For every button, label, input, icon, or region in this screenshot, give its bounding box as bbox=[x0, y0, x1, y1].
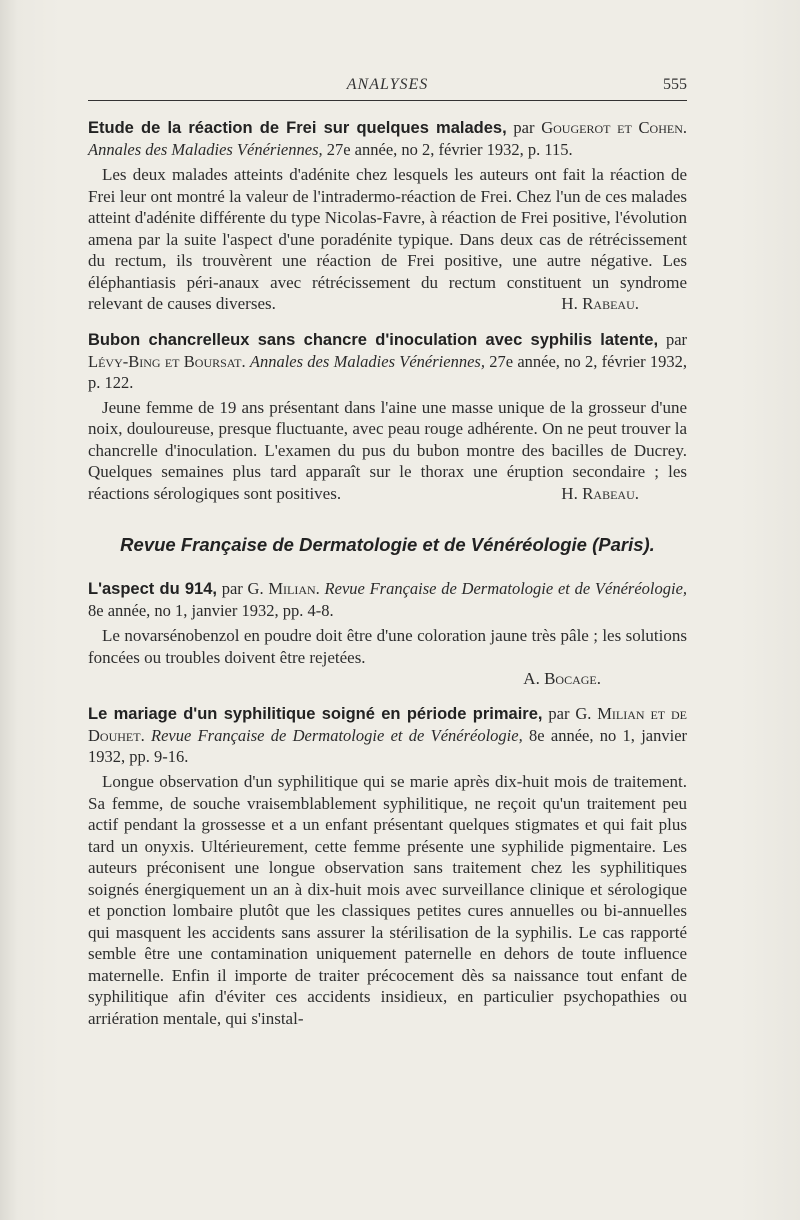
abstract-text: Les deux malades atteints d'adénite chez lesquels les auteurs ont fait la réaction de Frei leur ont montré la valeur de l'intradermo-réaction de Frei. Chez l'un de ces malades atteint d'adénite différente du type Nicolas-Favre, à réaction de Frei positive, l'évolution amena par la suite l'aspect d'une poradénite typique. Dans deux cas de rétrécissement du rectum, ils trouvèrent une réaction de Frei positive, une autre négative. Les éléphantiasis péri-anaux avec rétrécissement du rectum constituent un syndrome relevant de causes diverses. bbox=[88, 165, 687, 313]
page-content bbox=[88, 117, 687, 1043]
authors-prefix: par bbox=[513, 118, 535, 137]
abstract-entry bbox=[88, 329, 687, 505]
abstract-body bbox=[88, 397, 687, 505]
authors: G. Milian. bbox=[247, 579, 320, 598]
reviewer-signature: H. Rabeau. bbox=[561, 294, 639, 313]
journal-name: Revue Française de Dermatologie et de Vénéréologie, bbox=[151, 726, 523, 745]
authors: Gougerot et Cohen. bbox=[541, 118, 687, 137]
journal-details: 27e année, no 2, février 1932, p. 115. bbox=[326, 140, 573, 159]
reference-line bbox=[88, 329, 687, 393]
authors-prefix: par bbox=[548, 704, 570, 723]
reviewer-signature-line bbox=[88, 668, 687, 689]
authors: G. Milian et de Douhet. bbox=[88, 704, 688, 745]
abstract-entry bbox=[88, 703, 687, 1029]
abstract-entry bbox=[88, 117, 687, 315]
reference-line bbox=[88, 578, 687, 621]
article-title: Etude de la réaction de Frei sur quelques malades, bbox=[88, 119, 507, 137]
abstract-text: Jeune femme de 19 ans présentant dans l'aine une masse unique de la grosseur d'une noix, douloureuse, presque fluctuante, avec peau rouge adhérente. On ne peut trouver la chancrelle d'inoculation. L'examen du pus du bubon montre des bacilles de Ducrey. Quelques semaines plus tard apparaît sur le thorax une éruption secondaire ; les réactions sérologiques sont positives. bbox=[88, 397, 687, 503]
journal-name: Annales des Maladies Vénériennes, bbox=[249, 351, 485, 371]
journal-details: 27e année, no 2, février 1932, p. 122. bbox=[88, 351, 688, 392]
authors-prefix: par bbox=[221, 579, 243, 598]
abstract-body: Longue observation d'un syphilitique qui se marie après dix-huit mois de traitement. Sa femme, de souche vraisemblablement syphilitique, ne reçoit qu'un traitement peu actif pendant la grossesse et a un enfant présentant quelques stigmates et qui fait plus tard un onyxis. Ultérieurement, cette femme présente une syphilide pigmentaire. Les auteurs préconisent une longue observation sans traitement chez les syphilitiques soignés énergiquement un an à dix-huit mois avec surveillance clinique et sérologique et ponction lombaire plutôt que les classiques petites cures annuelles ou bi-annuelles qui masquent les accidents sans assurer la stérilisation de la syphilis. Le cas rapporté semble être une contamination uniquement paternelle en dehors de toute influence maternelle. Enfin il importe de traiter précocement dès sa naissance tout enfant de syphilitique afin d'éviter ces accidents insidieux, en particulier psychopathies ou arriération mentale, qui s'instal- bbox=[88, 772, 687, 1028]
reference-line bbox=[88, 703, 687, 767]
running-title: ANALYSES bbox=[346, 76, 429, 93]
page-number: 555 bbox=[663, 76, 687, 93]
article-title: Bubon chancrelleux sans chancre d'inoculation avec syphilis latente, bbox=[88, 330, 659, 349]
journal-details: 8e année, no 1, janvier 1932, pp. 9-16. bbox=[88, 726, 688, 766]
authors-prefix: par bbox=[665, 329, 688, 349]
authors: Lévy-Bing et Boursat. bbox=[88, 351, 246, 371]
reviewer-signature: H. Rabeau. bbox=[561, 483, 639, 503]
journal-name: Revue Française de Dermatologie et de Vénéréologie, bbox=[324, 579, 688, 598]
reference-line bbox=[88, 117, 687, 160]
section-heading: Revue Française de Dermatologie et de Vénéréologie (Paris). bbox=[120, 534, 655, 555]
article-title: L'aspect du 914, bbox=[88, 580, 217, 598]
reviewer-signature: A. Bocage. bbox=[523, 669, 601, 688]
page-header bbox=[88, 76, 687, 101]
journal-details: 8e année, no 1, janvier 1932, pp. 4-8. bbox=[88, 601, 334, 620]
journal-name: Annales des Maladies Vénériennes, bbox=[88, 140, 323, 159]
abstract-body bbox=[88, 164, 687, 315]
abstract-body: Le novarsénobenzol en poudre doit être d'une coloration jaune très pâle ; les solutions foncées ou troubles doivent être rejetées. bbox=[88, 626, 687, 667]
article-title: Le mariage d'un syphilitique soigné en période primaire, bbox=[88, 705, 543, 723]
abstract-entry bbox=[88, 578, 687, 689]
